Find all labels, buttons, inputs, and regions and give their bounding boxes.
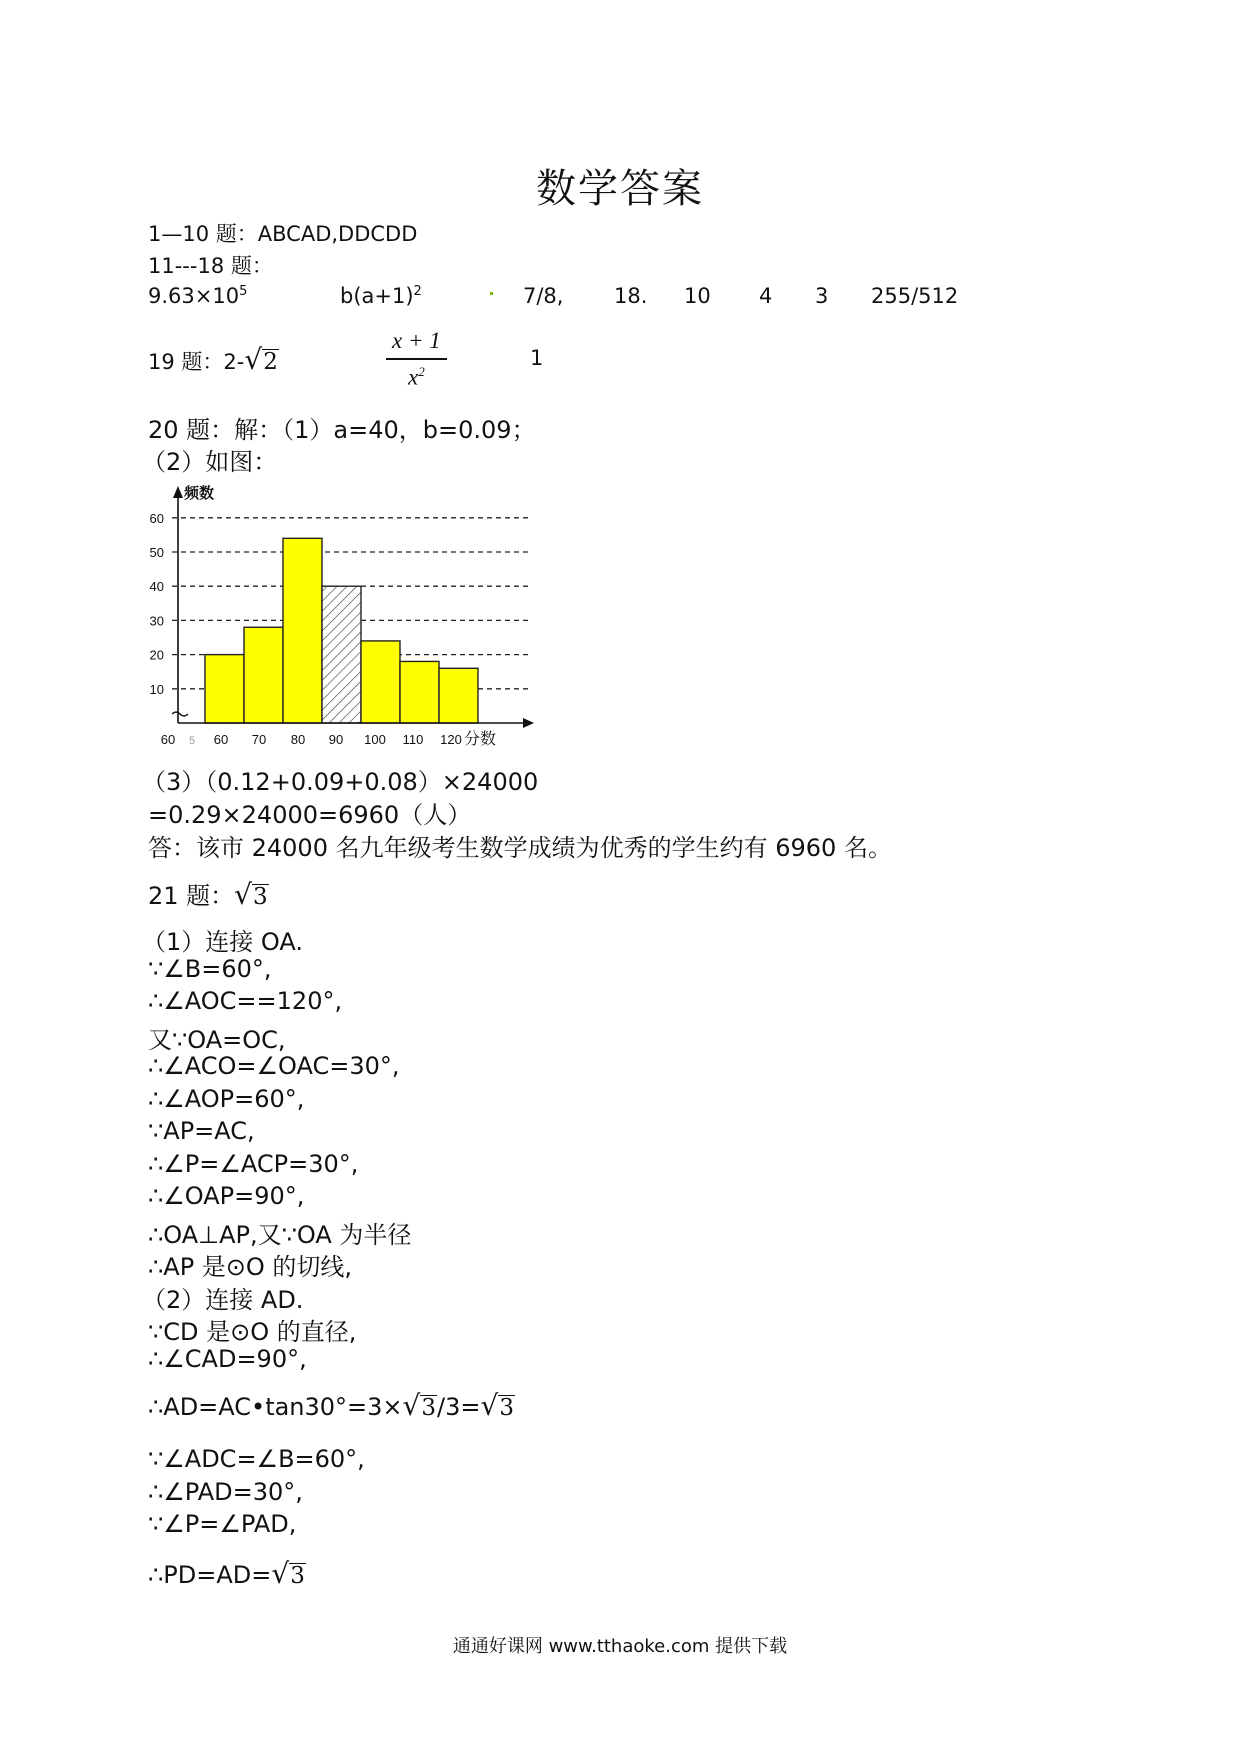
y-axis-label: 频数 (184, 485, 215, 502)
histogram-bar (361, 641, 400, 723)
page-title: 数学答案 (536, 166, 704, 212)
sqrt-symbol: √ 3 (402, 1389, 437, 1422)
proof-line: （2）连接 AD. (142, 1285, 304, 1314)
sqrt-radicand: 3 (253, 884, 268, 910)
x-axis-label: 分数 (464, 731, 497, 748)
proof-line: ∵∠B=60°, (148, 954, 272, 983)
x-tick-label: 100 (364, 732, 386, 747)
answer-11-base: 9.63×10 (148, 284, 240, 308)
answer-19 (148, 343, 279, 376)
x-axis-arrow (523, 718, 534, 728)
q21-header (148, 876, 269, 911)
q21-ad-line (148, 1389, 515, 1422)
sqrt-symbol: √ 3 (234, 878, 268, 911)
answer-15: 10 (684, 284, 711, 308)
answer-12 (340, 284, 422, 308)
q21-label: 21 题： (148, 882, 235, 910)
q20-line-1: 20 题：解：（1）a=40，b=0.09； (148, 416, 536, 444)
fraction-denominator-exponent: 2 (418, 363, 425, 379)
answer-16: 4 (759, 284, 773, 308)
proof-line: 又∵OA=OC, (148, 1025, 286, 1054)
histogram-bar (283, 538, 322, 723)
fraction-denominator-base: x (408, 364, 419, 390)
ad-middle: /3= (437, 1393, 481, 1421)
sqrt-symbol: √ 3 (271, 1557, 305, 1590)
q20-line-4: =0.29×24000=6960（人） (148, 801, 472, 829)
answer-19-label: 19 题：2- (148, 350, 245, 374)
histogram-bar (322, 586, 361, 723)
proof-line: ∵∠ADC=∠B=60°, (148, 1445, 365, 1473)
y-tick-label: 40 (149, 579, 164, 595)
proof-line: ∵AP=AC, (148, 1117, 255, 1145)
answer-17: 3 (815, 284, 829, 308)
sqrt-radicand: 3 (421, 1395, 437, 1421)
proof-line: ∴OA⊥AP,又∵OA 为半径 (148, 1220, 412, 1249)
x-tick-label: 60 (213, 732, 229, 747)
x-tick-label: 80 (290, 732, 306, 747)
proof-line: ∴∠CAD=90°, (148, 1344, 307, 1373)
q20-line-2: （2）如图： (142, 448, 278, 476)
proof-line: ∴∠ACO=∠OAC=30°, (148, 1052, 400, 1080)
y-tick-label: 10 (149, 681, 164, 697)
fraction-bar (386, 358, 447, 360)
answers-1-10: 1—10 题：ABCAD,DDCDD (148, 222, 418, 246)
proof-line: ∴∠AOP=60°, (148, 1084, 305, 1113)
x-tick-label: 60 (160, 732, 176, 747)
dot-mark (490, 292, 493, 295)
histogram-bar (205, 655, 244, 723)
proof-line: ∴∠OAP=90°, (148, 1182, 305, 1210)
q20-line-3: （3）（0.12+0.09+0.08）×24000 (142, 768, 539, 796)
answer-12-exponent: 2 (413, 284, 422, 299)
histogram-bar (244, 627, 283, 723)
histogram-bar (400, 661, 439, 723)
q20-answer: 答：该市 24000 名九年级考生数学成绩为优秀的学生约有 6960 名。 (148, 834, 892, 862)
proof-line: ∴∠AOC==120°, (148, 987, 343, 1015)
x-tick-label: 70 (251, 732, 267, 747)
fraction (386, 328, 447, 390)
y-tick-label: 60 (149, 510, 164, 526)
footer-text: 通通好课网 www.tthaoke.com 提供下载 (452, 1636, 788, 1657)
fraction-numerator: x + 1 (392, 328, 441, 353)
y-tick-label: 20 (149, 647, 164, 663)
axis-break-mark (172, 712, 188, 716)
x-tick-label: 90 (328, 732, 344, 747)
fraction-denominator (386, 364, 447, 391)
axis-break-label: 5 (188, 735, 196, 747)
answer-19-last: 1 (530, 346, 544, 370)
ad-prefix: ∴AD=AC•tan30°=3× (148, 1393, 403, 1421)
answer-12-base: b(a+1) (340, 284, 414, 308)
answer-11-exponent: 5 (239, 284, 248, 299)
x-tick-label: 110 (402, 732, 424, 747)
y-tick-label: 30 (149, 613, 164, 629)
histogram-bar (439, 668, 478, 723)
sqrt-radicand: 3 (499, 1395, 514, 1421)
sqrt-symbol: √ 3 (480, 1389, 514, 1422)
y-axis-arrow (173, 486, 183, 498)
sqrt-radicand: 2 (263, 349, 278, 375)
proof-line: ∵CD 是⊙O 的直径, (148, 1318, 357, 1346)
sqrt-symbol: √ 2 (244, 343, 278, 376)
answer-18: 255/512 (871, 284, 959, 308)
q21-pd-line (148, 1557, 306, 1590)
answer-11 (148, 284, 247, 308)
answer-14: 18. (614, 284, 648, 308)
sqrt-radicand: 3 (290, 1563, 305, 1589)
proof-line: ∴∠P=∠ACP=30°, (148, 1149, 359, 1178)
proof-line: ∵∠P=∠PAD, (148, 1510, 297, 1538)
chart-bars (205, 538, 478, 723)
answer-13: 7/8, (523, 284, 564, 308)
answers-11-18-label: 11---18 题： (148, 254, 273, 278)
histogram-chart (138, 478, 558, 750)
proof-line: ∴AP 是⊙O 的切线, (148, 1253, 353, 1281)
pd-prefix: ∴PD=AD= (148, 1561, 272, 1589)
y-tick-label: 50 (149, 545, 164, 560)
proof-line: （1）连接 OA. (142, 928, 303, 956)
proof-line: ∴∠PAD=30°, (148, 1477, 303, 1506)
x-tick-label: 120 (440, 732, 462, 747)
